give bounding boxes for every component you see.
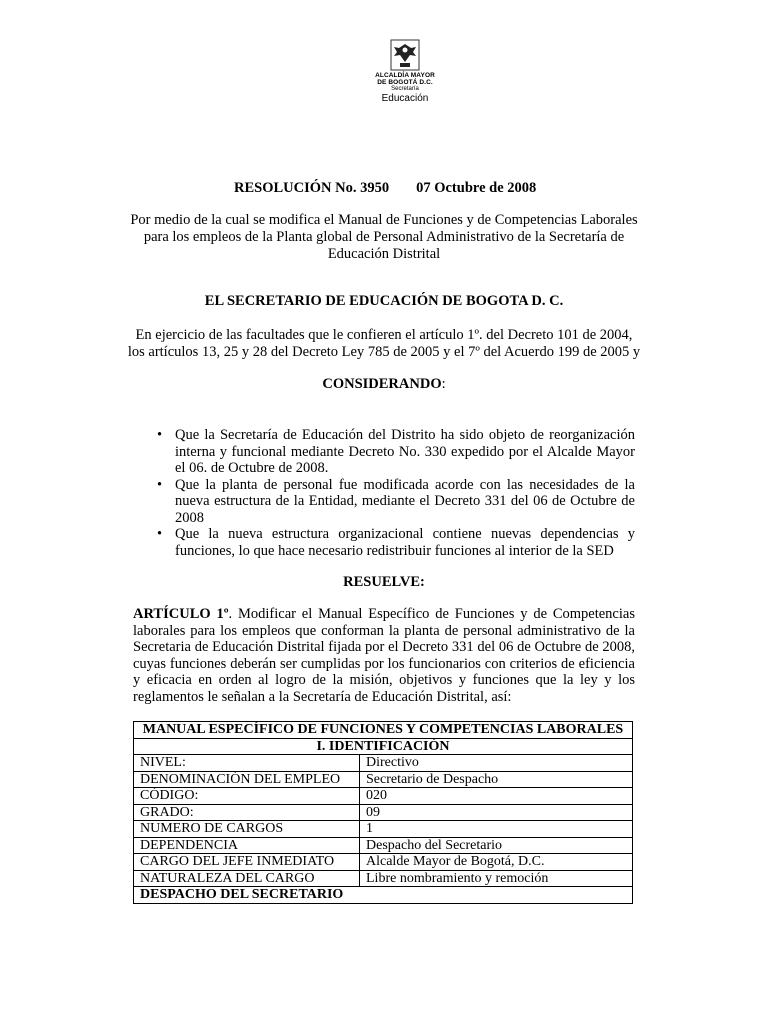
faculties-paragraph — [0, 327, 768, 361]
faculties-line: En ejercicio de las facultades que le confieren el artículo 1º. del Decreto 101 de 2004, — [135, 327, 633, 343]
article-text: . Modificar el Manual Específico de Funciones y de Competencias laborales para los empleos que conforman la planta de personal administrativo de la Secretaria de Educación Distrital fijada por el Decreto 331 del 06 de Octubre de 2008, cuyas funciones deberán ser cumplidas por los funcionarios con criterios de eficiencia y eficacia en orden al logro de la misión, objetivos y funciones que la ley y los reglamentos le señalan a la Secretaría de Educación Distrital, así: — [133, 606, 635, 705]
logo-line-3: Secretaría — [391, 86, 419, 92]
subject-line: Por medio de la cual se modifica el Manual de Funciones y de Competencias Laborales — [130, 212, 638, 228]
considerando-label: CONSIDERANDO — [322, 376, 442, 392]
row-value: Directivo — [360, 755, 633, 772]
row-label: DEPENDENCIA — [134, 837, 360, 854]
row-label: NUMERO DE CARGOS — [134, 821, 360, 838]
subject-line: Educación Distrital — [327, 246, 441, 262]
table-row — [134, 870, 633, 887]
row-value: 09 — [360, 804, 633, 821]
row-label: NIVEL: — [134, 755, 360, 772]
resolution-subject — [0, 212, 768, 263]
list-item: • Que la nueva estructura organizacional contiene nuevas dependencias y funciones, lo que hace necesario redistribuir funciones al interior de la SED — [155, 526, 635, 559]
row-label: DENOMINACIÓN DEL EMPLEO — [134, 771, 360, 788]
table-row — [134, 755, 633, 772]
article-1-paragraph — [133, 606, 635, 706]
table-row — [134, 837, 633, 854]
logo-line-4: Educación — [381, 93, 429, 104]
logo-line-1: ALCALDÍA MAYOR — [375, 72, 435, 79]
list-item: • Que la planta de personal fue modificada acorde con las necesidades de la nueva estructura de la Entidad, mediante el Decreto 331 del 06 de Octubre de 2008 — [155, 477, 635, 527]
list-item: • Que la Secretaría de Educación del Distrito ha sido objeto de reorganización interna y funcional mediante Decreto No. 330 expedido por el Alcalde Mayor el 06. de Octubre de 2008. — [155, 427, 635, 477]
table-row — [134, 854, 633, 871]
resolution-number: RESOLUCIÓN No. 3950 — [234, 180, 390, 196]
coat-of-arms-icon — [388, 38, 422, 72]
row-value: Despacho del Secretario — [360, 837, 633, 854]
row-value: Alcalde Mayor de Bogotá, D.C. — [360, 854, 633, 871]
row-label: CÓDIGO: — [134, 788, 360, 805]
table-row — [134, 804, 633, 821]
considerando-colon: : — [441, 376, 446, 392]
row-label: GRADO: — [134, 804, 360, 821]
table-title: MANUAL ESPECÍFICO DE FUNCIONES Y COMPETENCIAS LABORALES — [134, 722, 633, 739]
row-label: CARGO DEL JEFE INMEDIATO — [134, 854, 360, 871]
authority-title: EL SECRETARIO DE EDUCACIÓN DE BOGOTA D. C. — [204, 293, 564, 309]
row-label: NATURALEZA DEL CARGO — [134, 870, 360, 887]
institution-logo — [370, 38, 440, 105]
table-row — [134, 821, 633, 838]
row-value: 020 — [360, 788, 633, 805]
functions-manual-table — [133, 721, 633, 904]
table-section: I. IDENTIFICACIÓN — [134, 738, 633, 755]
logo-line-2: DE BOGOTÁ D.C. — [377, 79, 433, 86]
resuelve-heading: RESUELVE: — [343, 574, 425, 590]
table-footer: DESPACHO DEL SECRETARIO — [134, 887, 633, 904]
row-value: Secretario de Despacho — [360, 771, 633, 788]
resolution-heading — [234, 180, 536, 197]
resolution-date: 07 Octubre de 2008 — [416, 180, 537, 196]
faculties-line: los artículos 13, 25 y 28 del Decreto Ley 785 de 2005 y el 7º del Acuerdo 199 de 2005 y — [127, 344, 641, 360]
subject-line: para los empleos de la Planta global de Personal Administrativo de la Secretaría de — [143, 229, 625, 245]
row-value: 1 — [360, 821, 633, 838]
article-label: ARTÍCULO 1º — [133, 606, 229, 622]
considerations-list — [155, 427, 635, 559]
row-value: Libre nombramiento y remoción — [360, 870, 633, 887]
table-row — [134, 788, 633, 805]
considerando-heading — [0, 376, 768, 393]
table-row — [134, 771, 633, 788]
